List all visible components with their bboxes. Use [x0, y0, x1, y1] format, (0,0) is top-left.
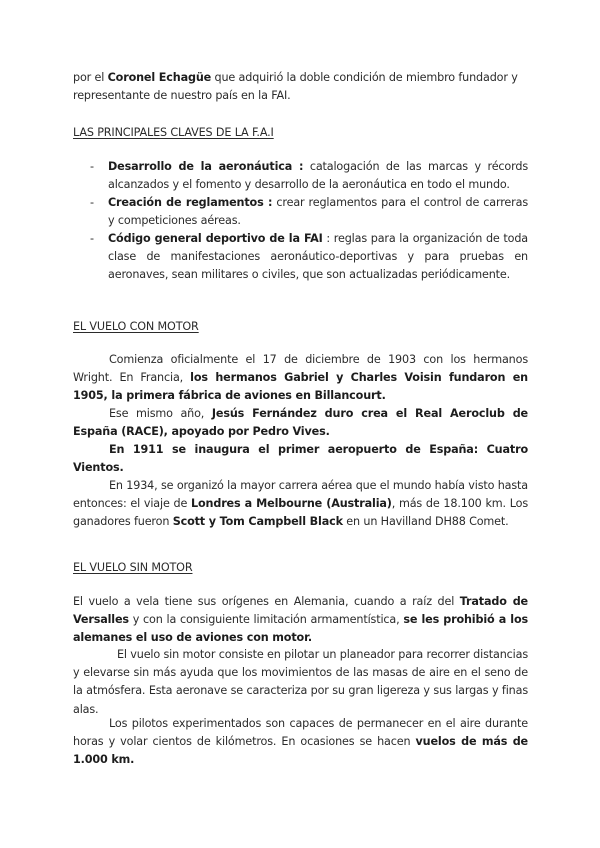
list-dash-3: - [90, 232, 94, 245]
intro-paragraph [73, 69, 528, 105]
intro-text-1: por el [73, 71, 108, 84]
list-item-1-title: Desarrollo de la aeronáutica : [108, 160, 304, 173]
list-item-reglamentos [108, 194, 528, 230]
carrera-text-2: , más de 18.100 km. Los ganadores fueron [73, 497, 528, 529]
list-item-3-text: : reglas para la organización de toda clase de manifestaciones aeronáutico-deportivas y para pruebas en aeronaves, sean militares o civiles, que son actualizadas periódicamente. [108, 232, 528, 282]
voisin-bold: los hermanos Gabriel y Charles Voisin fundaron en 1905, la primera fábrica de aviones en Billancourt. [73, 371, 528, 403]
paragraph-cuatro-vientos [73, 441, 528, 477]
carrera-bold-winners: Scott y Tom Campbell Black [172, 515, 343, 529]
carrera-bold-route: Londres a Melbourne (Australia) [191, 497, 392, 511]
list-item-3-title: Código general deportivo de la FAI [108, 232, 323, 245]
carrera-text-3: en un Havilland DH88 Comet. [342, 515, 509, 529]
section-heading-sin-motor: EL VUELO SIN MOTOR [73, 561, 193, 574]
vela-bold-versalles: Tratado de Versalles [73, 595, 528, 627]
vela-text-1: El vuelo a vela tiene sus orígenes en Alemania, cuando a raíz del [73, 595, 460, 608]
list-item-1-text: catalogación de las marcas y récords alcanzados y el fomento y desarrollo de la aeronáutica en todo el mundo. [108, 160, 529, 192]
vela-bold-prohibicion: se les prohibió a los alemanes el uso de aviones con motor. [73, 613, 528, 645]
paragraph-planeador: El vuelo sin motor consiste en pilotar un planeador para recorrer distancias y elevarse sin más ayuda que los movimientos de las masas de aire en el seno de la atmósfera. Esta aeronave se caracteriza por su gran ligereza y sus largas y finas alas. [73, 648, 528, 716]
vela-text-2: y con la consiguiente limitación armamentística, [128, 613, 404, 627]
paragraph-race [73, 405, 528, 441]
intro-bold-echague: Coronel Echagüe [107, 71, 212, 84]
section-heading-con-motor: EL VUELO CON MOTOR [73, 320, 199, 333]
section-heading-fai: LAS PRINCIPALES CLAVES DE LA F.A.I [73, 126, 274, 139]
paragraph-wright [73, 351, 528, 406]
pilotos-text: Los pilotos experimentados son capaces de permanecer en el aire durante horas y volar cientos de kilómetros. En ocasiones se hacen [73, 717, 528, 749]
list-item-2-text: crear reglamentos para el control de carreras y competiciones aéreas. [108, 196, 528, 228]
paragraph-pilotos [73, 715, 528, 770]
wright-text: Comienza oficialmente el 17 de diciembre de 1903 con los hermanos Wright. En Francia, [73, 353, 528, 385]
list-item-codigo [108, 230, 528, 285]
list-dash-1: - [90, 160, 94, 173]
race-bold: Jesús Fernández duro crea el Real Aeroclub de España (RACE), apoyado por Pedro Vives. [73, 407, 528, 439]
intro-text-2: que adquirió la doble condición de miembro fundador y representante de nuestro país en la FAI. [73, 71, 518, 103]
cuatro-vientos-bold: En 1911 se inaugura el primer aeropuerto de España: Cuatro Vientos. [73, 443, 528, 475]
list-item-2-title: Creación de reglamentos : [108, 196, 273, 209]
paragraph-carrera-1934 [73, 477, 528, 532]
list-item-aeronautica [108, 158, 528, 194]
race-text: Ese mismo año, [109, 407, 212, 420]
carrera-text-1: En 1934, se organizó la mayor carrera aérea que el mundo había visto hasta entonces: el viaje de [73, 479, 528, 511]
pilotos-bold-vuelos: vuelos de más de 1.000 km. [73, 735, 528, 767]
paragraph-vuelo-a-vela [73, 593, 528, 648]
list-dash-2: - [90, 196, 94, 209]
